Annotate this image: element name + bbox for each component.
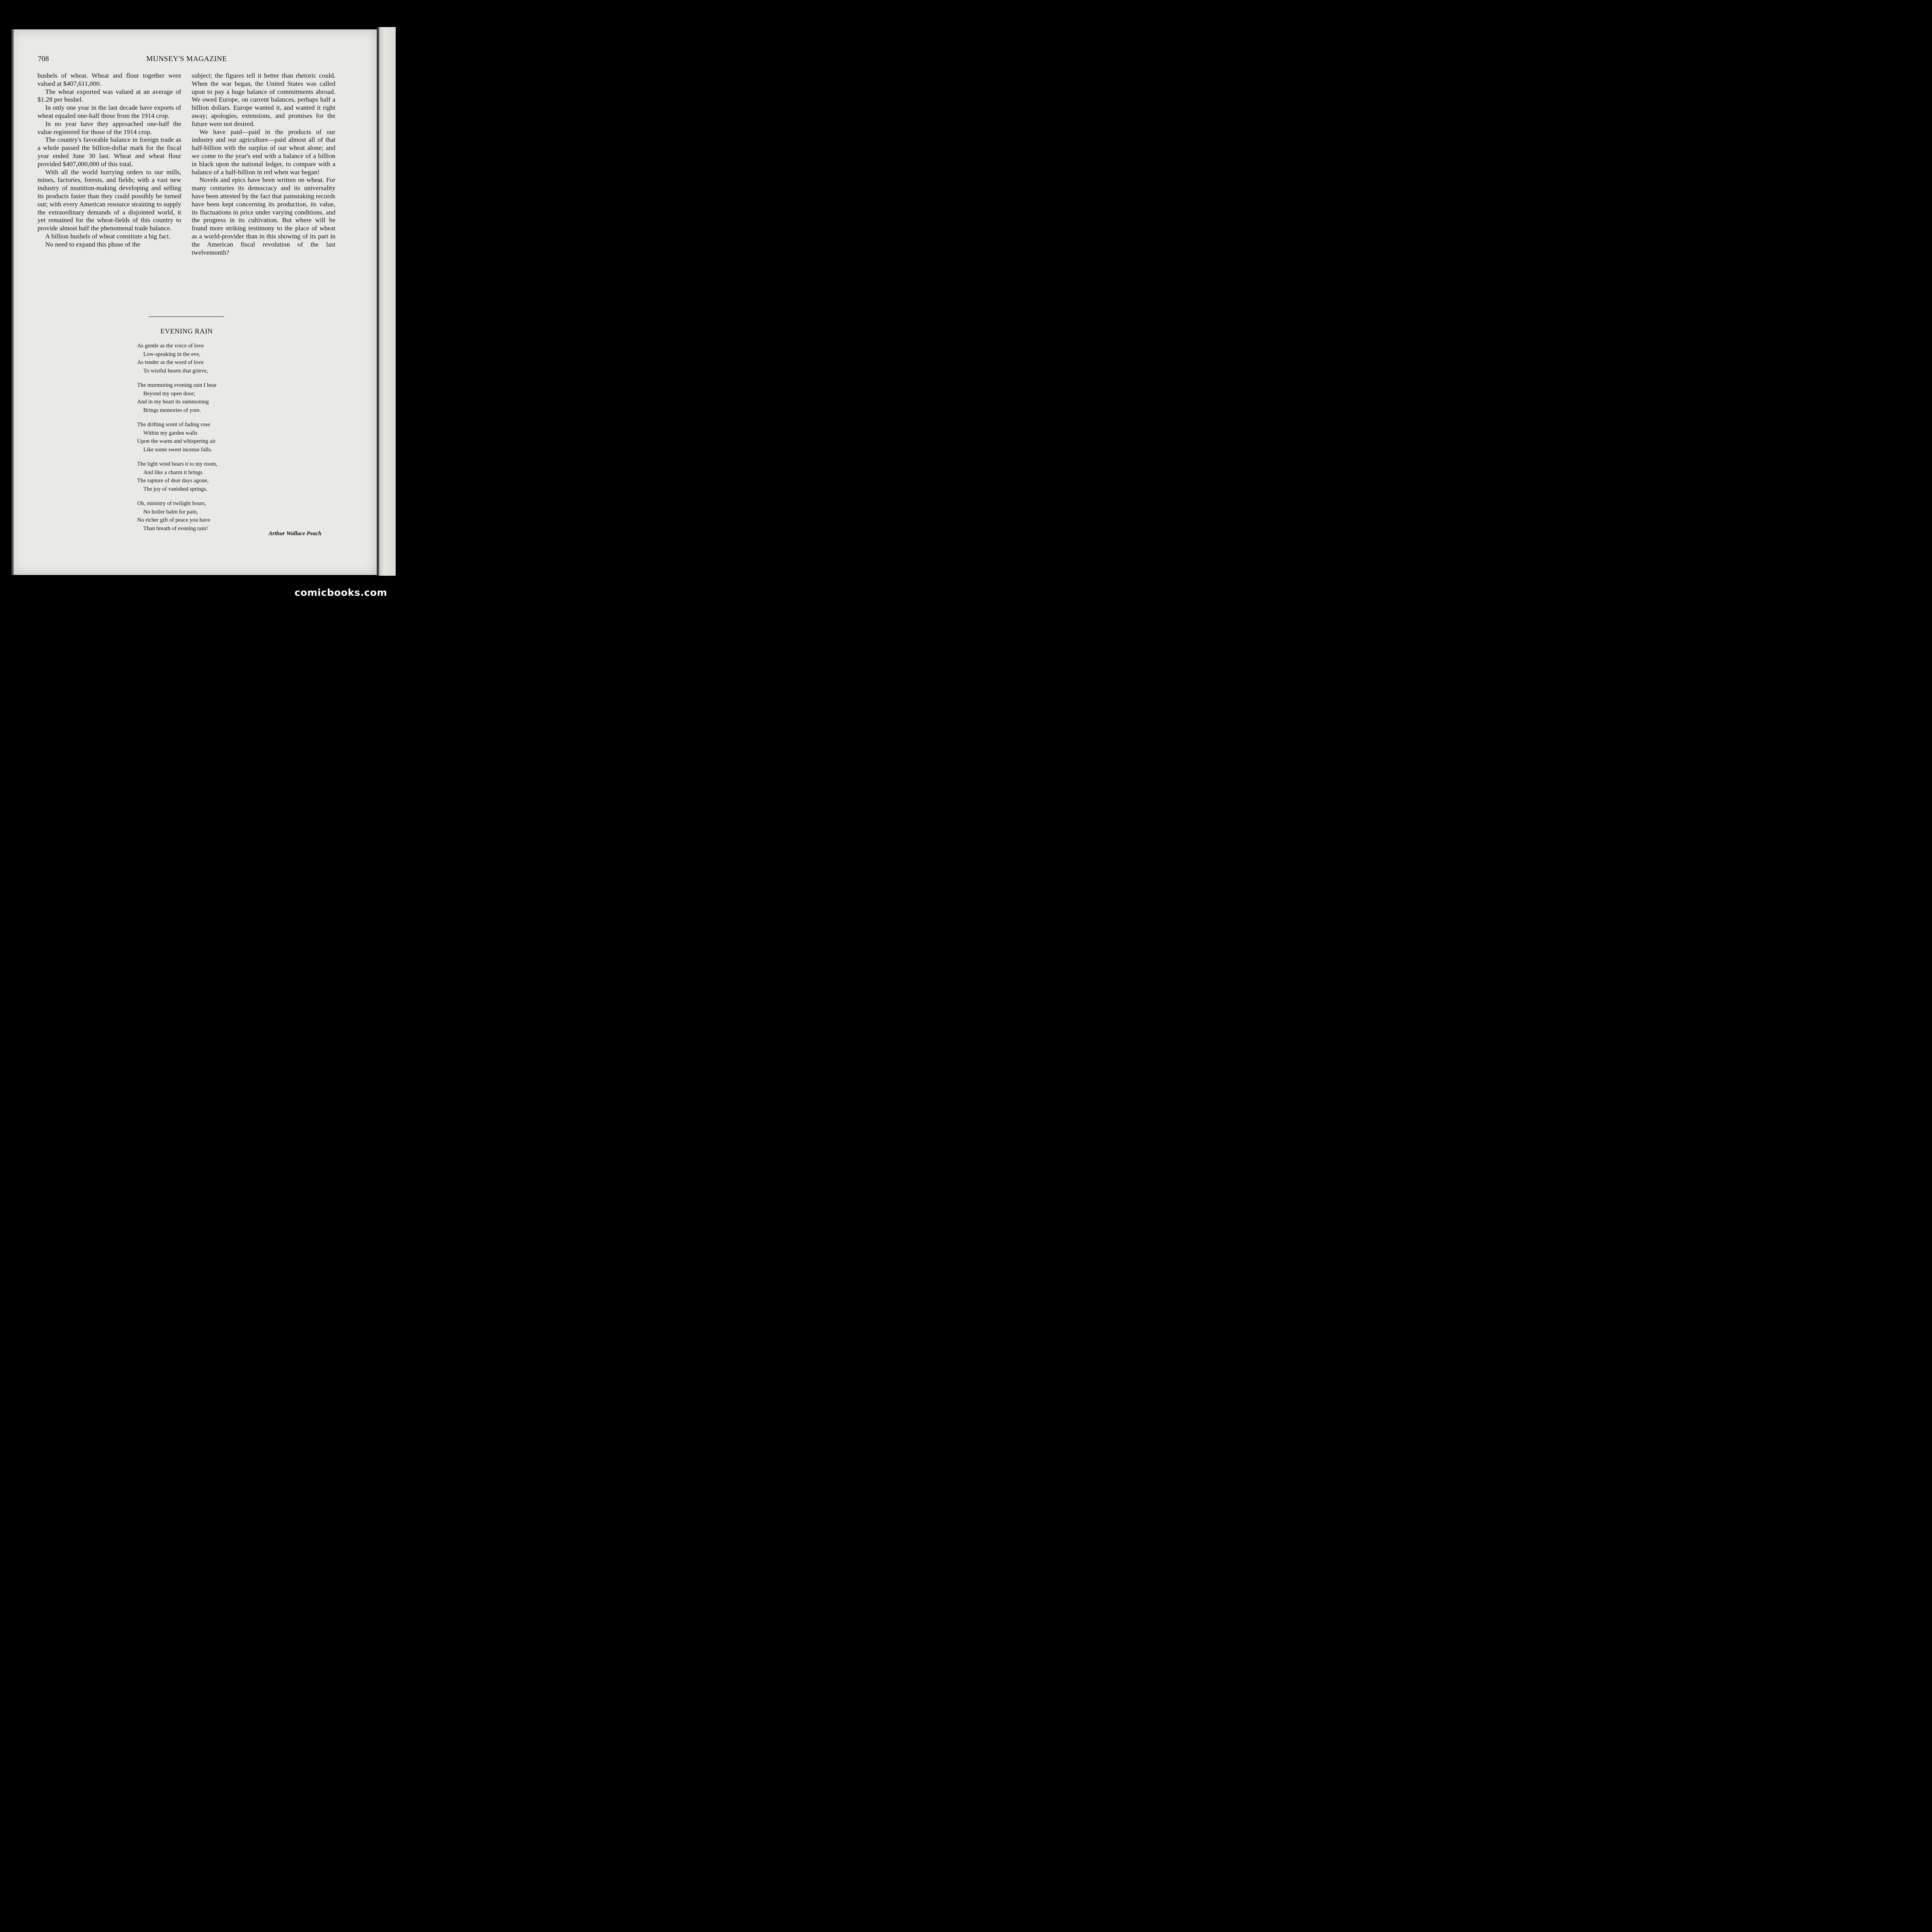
paragraph: In only one year in the last decade have exports of wheat equaled one-half those from the 1914 crop. (37, 104, 181, 119)
poem-stanza (137, 460, 265, 493)
poem-line: Within my garden walls (143, 430, 198, 436)
poem-line: Brings memories of yore. (143, 407, 201, 413)
poem-line: Low-speaking in the eve, (143, 351, 201, 357)
poem-line: The light wind bears it to my room, (137, 461, 218, 467)
poem-line: Upon the warm and whispering air (137, 438, 216, 444)
poem-body (137, 342, 265, 539)
poem-stanza (137, 421, 265, 454)
poem-stanza (137, 342, 265, 375)
article-column-right (192, 72, 335, 257)
section-divider (149, 316, 224, 317)
poem-line: Oh, ministry of twilight hours, (137, 500, 206, 507)
poem-author: Arthur Wallace Peach (269, 531, 321, 537)
paragraph: The wheat exported was valued at an average of $1.28 per bushel. (37, 88, 181, 104)
poem-line: The joy of vanished springs. (143, 486, 207, 492)
poem-line: Like some sweet incense falls. (143, 446, 212, 453)
page-number: 708 (38, 55, 49, 63)
paragraph: With all the world hurrying orders to our mills, mines, factories, forests, and fields; with a vast new industry of munition-making developing and selling its products faster than they could possibly be turned out; with every American resource straining to supply the extraordinary demands of a disjointed world, it yet remained for the wheat-fields of this country to provide almost half the phenomenal trade balance. (37, 168, 181, 232)
poem-line: And in my heart its summoning (137, 399, 209, 405)
poem-line: The drifting scent of fading rose (137, 422, 210, 428)
paragraph: A billion bushels of wheat constitute a big fact. (45, 232, 171, 240)
article-column-left (37, 72, 181, 249)
poem-stanza (137, 381, 265, 415)
poem-line: Beyond my open door; (143, 390, 196, 397)
paragraph: The country's favorable balance in foreign trade as a whole passed the billion-dollar mark for the fiscal year ended June 30 last. Wheat and wheat flour provided $407,000,000 of this total. (37, 136, 181, 168)
paragraph: subject; the figures tell it better than rhetoric could. When the war began, the United States was called upon to pay a huge balance of commitments abroad. We owed Europe, on current balances, perhaps half a billion dollars. Europe wanted it, and wanted it right away; apologies, extensions, and promises for the future were not desired. (192, 72, 335, 128)
poem-line: The rapture of dear days agone, (137, 478, 209, 484)
page-header (38, 55, 335, 64)
poem-line: And like a charm it brings (143, 469, 202, 476)
poem-line: No richer gift of peace you have (137, 517, 210, 523)
poem-title: EVENING RAIN (160, 327, 213, 335)
paragraph: We have paid—paid in the products of our industry and our agriculture—paid almost all of that half-billion with the surplus of our wheat alone; and we come to the year's end with a balance of a billion in black upon the national ledger, to compare with a balance of a half-billion in red when war began! (192, 128, 335, 176)
site-watermark: comicbooks.com (294, 587, 387, 598)
poem-stanza (137, 500, 265, 533)
poem-line: As gentle as the voice of love (137, 343, 204, 349)
facing-page-edge (377, 27, 396, 576)
poem-line: The murmuring evening rain I hear (137, 382, 217, 388)
poem-line: No holier balm for pain, (143, 509, 198, 515)
poem-line: To wistful hearts that grieve, (143, 367, 208, 374)
paragraph: No need to expand this phase of the (45, 240, 140, 248)
poem-line: As tender as the word of love (137, 359, 204, 366)
paragraph: bushels of wheat. Wheat and flour together were valued at $407,611,000. (37, 72, 181, 87)
paragraph: Novels and epics have been written on wheat. For many centuries its democracy and its universality have been attested by the fact that painstaking records have been kept concerning its production, its value, its fluctuations in price under varying conditions, and the progress in its cultivation. But where will be found more striking testimony to the place of wheat as a world-provider than in this showing of its part in the American fiscal revolution of the last twelvemonth? (192, 176, 335, 256)
paragraph: In no year have they approached one-half the value registered for those of the 1914 crop. (37, 120, 181, 136)
page-binding-edge (12, 29, 14, 575)
poem-line: Than breath of evening rain! (143, 525, 208, 532)
running-head: MUNSEY'S MAGAZINE (146, 55, 227, 63)
